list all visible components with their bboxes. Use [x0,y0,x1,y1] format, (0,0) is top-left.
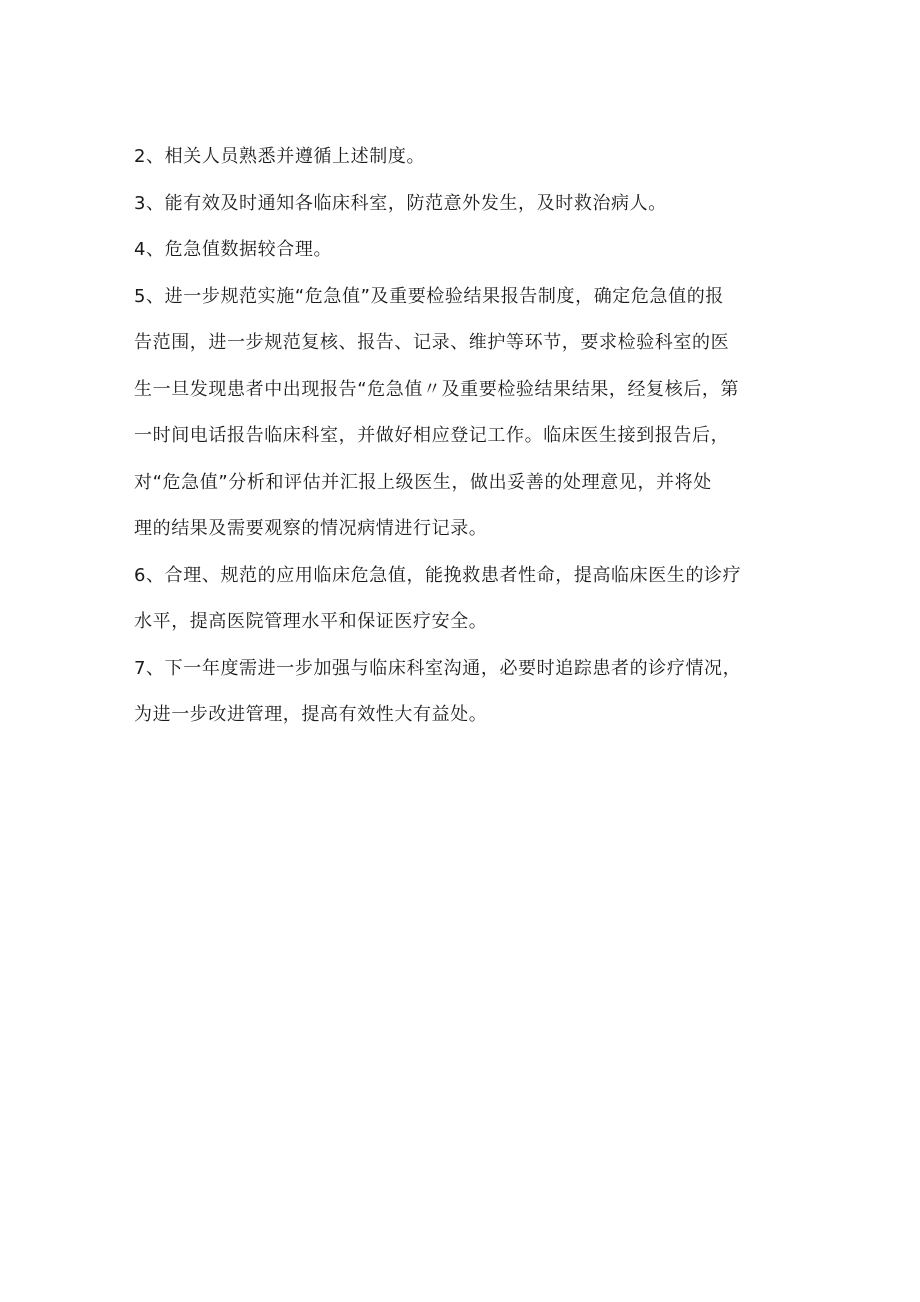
list-item-6 [134,553,814,646]
text-line: 水平，提高医院管理水平和保证医疗安全。 [134,611,488,632]
text-line: 4、危急值数据较合理。 [134,239,333,260]
list-item-5 [134,274,814,553]
text-line: 为进一步改进管理，提高有效性大有益处。 [134,704,488,725]
text-line: 一时间电话报告临床科室，并做好相应登记工作。临床医生接到报告后， [134,425,730,446]
text-line: 告范围，进一步规范复核、报告、记录、维护等环节，要求检验科室的医 [134,332,730,353]
list-item-3 [134,181,814,228]
text-line: 5、进一步规范实施“危急值”及重要检验结果报告制度，确定危急值的报 [134,285,724,307]
text-line: 6、合理、规范的应用临床危急值，能挽救患者性命，提高临床医生的诊疗 [134,564,742,586]
text-line: 对“危急值”分析和评估并汇报上级医生，做出妥善的处理意见，并将处 [134,471,712,493]
list-item-2 [134,134,814,181]
text-line: 3、能有效及时通知各临床科室，防范意外发生，及时救治病人。 [134,192,667,214]
text-line: 理的结果及需要观察的情况病情进行记录。 [134,518,488,539]
text-line: 2、相关人员熟悉并遵循上述制度。 [134,146,426,167]
text-line: 7、下一年度需进一步加强与临床科室沟通，必要时追踪患者的诊疗情况， [134,657,742,679]
text-line: 生一旦发现患者中出现报告“危急值〃及重要检验结果结果，经复核后，第 [134,378,740,400]
document-body [134,134,814,739]
list-item-7 [134,646,814,739]
list-item-4 [134,227,814,274]
